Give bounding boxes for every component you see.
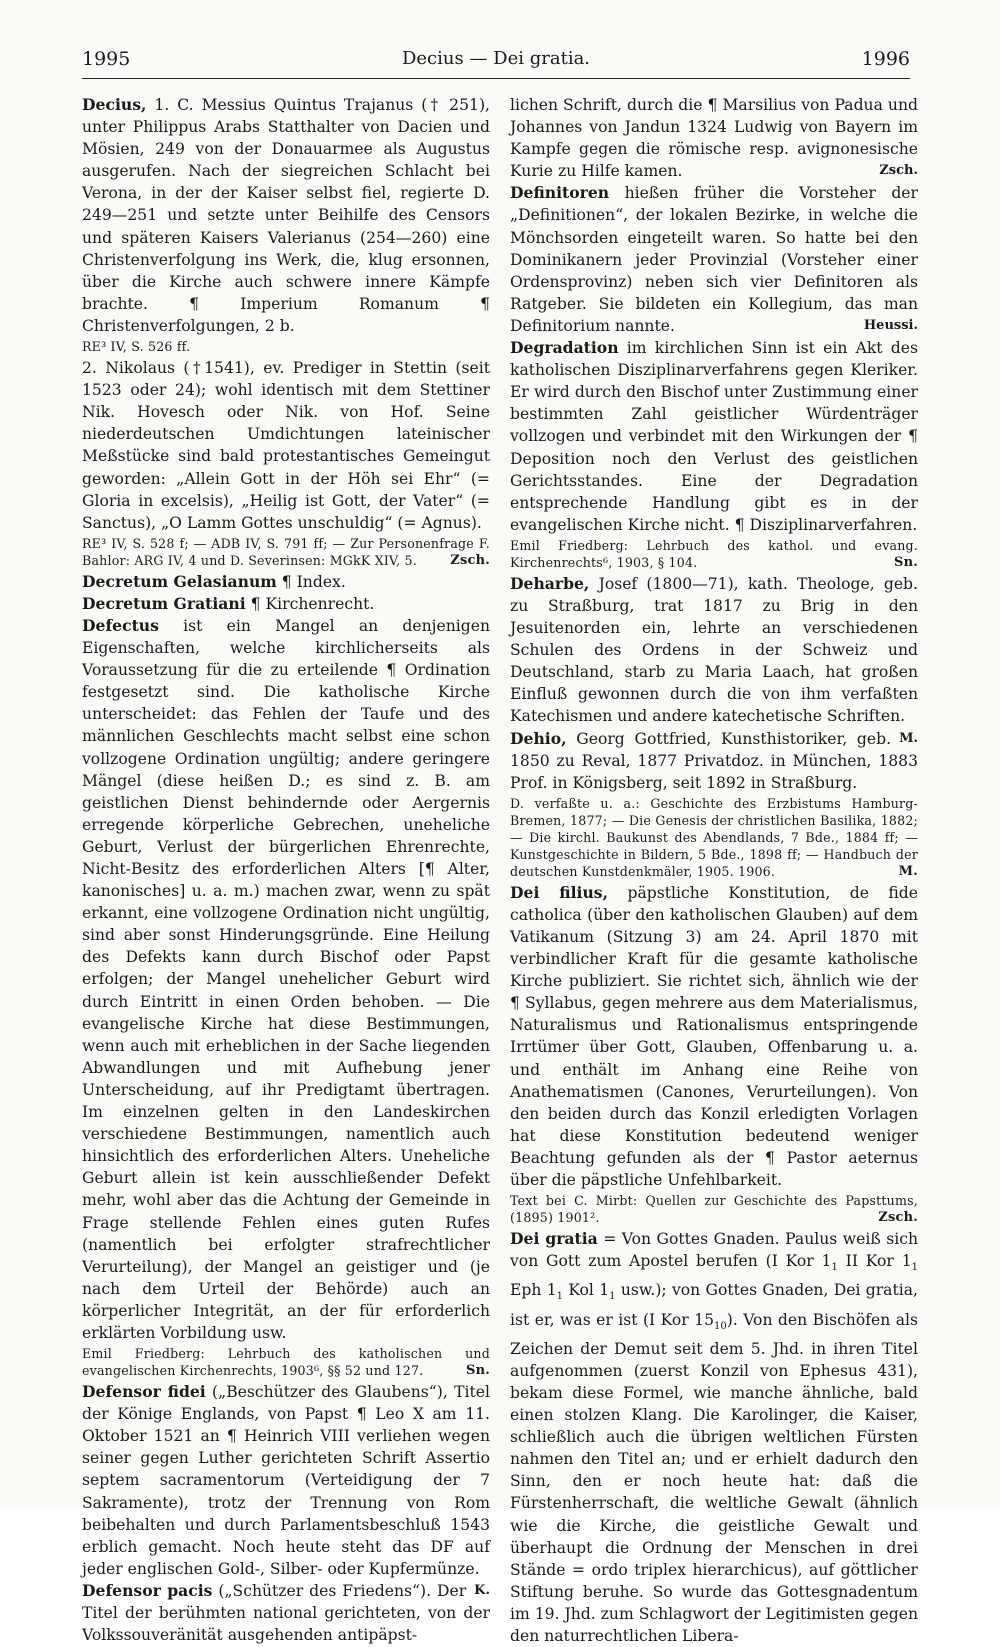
entry-text: = Von Gottes Gnaden. Paulus weiß sich von Gott zum Apostel berufen (I Kor 1 — [510, 1230, 918, 1271]
headword: Decretum Gratiani — [82, 593, 246, 613]
literature-text: Emil Friedberg: Lehrbuch des kathol. und evang. Kirchenrechts⁶, 1903, § 104. — [510, 537, 918, 570]
entry-text: hießen früher die Vorsteher der „Definitionen“, der lokalen Bezirke, in welche die Mönchsorden eingeteilt waren. So hatte bei den Dominikanern jeder Provinzial (Vorsteher einer Ordensprovinz) neben sich vier Definitoren als Ratgeber. Sie bildeten ein Kollegium, das man Definitorium nannte. — [510, 184, 918, 335]
headword: Definitoren — [510, 183, 610, 203]
headword: Decretum Gelasianum — [82, 571, 277, 591]
subscript: 1 — [911, 1262, 918, 1274]
page-number-left: 1995 — [82, 48, 131, 70]
entry-text: II Kor 1 — [837, 1252, 912, 1271]
entry-decius-1 — [82, 94, 490, 337]
entry-text: ist ein Mangel an denjenigen Eigenschaften, welche kirchlicherseits als Voraussetzung für die zu erteilende ¶ Ordination festgesetzt sind. Die katholische Kirche unterscheidet: das Fehlen der Taufe und des männlichen Geschlechts macht selbst eine schon vollzogene Ordination ungültig; andere geringere Mängel (diese heißen D.; es sind z. B. am geistlichen Dienst behindernde oder Aergernis erregende körperliche Gebrechen, uneheliche Geburt, Verlust der bürgerlichen Ehrenrechte, Nicht-Besitz des erforderlichen Alters [¶ Alter, kanonisches] u. a. m.) machen zwar, wenn zu spät erkannt, eine vollzogene Ordination nicht ungültig, sind aber sonst Hinderungsgründe. Eine Heilung des Defekts kann durch Bischof oder Papst erfolgen; der Mangel unehelicher Geburt wird durch Eintritt in einen Orden behoben. — Die evangelische Kirche hat diese Bestimmungen, wenn auch mit erheblichen in der Sache liegenden Abwandlungen und mit Aufhebung jener Unterscheidung, auf ihr Predigtamt übertragen. Im einzelnen gelten in den Landeskirchen verschiedene Bestimmungen, namentlich auch hinsichtlich des erforderlichen Alters. Uneheliche Geburt allein ist kein ausschließender Defekt mehr, wohl aber das die Achtung der Gemeinde in Frage stellende Fehlen eines guten Rufes (namentlich bei erfolgter strafrechtlicher Verurteilung), der Mangel an geistiger und (je nach dem Urteil der Behörde) auch an körperlicher Integrität, an der für erforderlich erklärten Vorbildung usw. — [82, 616, 490, 1342]
subscript: 1 — [831, 1262, 838, 1274]
literature-note — [82, 535, 490, 569]
literature-text: Text bei C. Mirbt: Quellen zur Geschichte des Papsttums, (1895) 1901². — [510, 1193, 918, 1226]
page-number-right: 1996 — [861, 48, 910, 70]
entry-text: Georg Gottfried, Kunsthistoriker, geb. 1850 zu Reval, 1877 Privatdoz. in München, 1883 Prof. in Königsberg, seit 1892 in Straßburg. — [510, 729, 918, 792]
entry-dehio — [510, 728, 918, 794]
entry-degradation — [510, 337, 918, 536]
headword: Dei filius, — [510, 882, 609, 902]
entry-defensor-pacis-continued — [510, 94, 918, 182]
entry-definitoren — [510, 182, 918, 337]
subscript: 10 — [714, 1320, 727, 1332]
headword: Dehio, — [510, 728, 567, 748]
entry-text: usw.); von Gottes Gnaden, Dei gratia, ist er, was er ist (I Kor 15 — [510, 1281, 918, 1329]
author-signature: Zsch. — [450, 552, 490, 568]
headword: Dei gratia — [510, 1229, 598, 1249]
headword: Decius, — [82, 95, 147, 114]
entry-defensor-pacis — [82, 1580, 490, 1646]
literature-note — [510, 1192, 918, 1226]
entry-text: Eph 1 — [510, 1281, 557, 1300]
entry-text: im kirchlichen Sinn ist ein Akt des katholischen Disziplinarverfahrens gegen Kleriker. Er wird durch den Bischof unter Zustimmung einer bestimmten Zahl geistlicher Würdenträger vollzogen und verbindet mit den Wirkungen der ¶ Deposition noch den Verlust des geistlichen Gerichtsstandes. Eine der Degradation entsprechende Handlung gibt es in der evangelischen Kirche nicht. ¶ Disziplinarverfahren. — [510, 339, 918, 534]
literature-text: Emil Friedberg: Lehrbuch des katholischen und evangelischen Kirchenrechts, 1903⁶, §§ 52 und 127. — [82, 1346, 490, 1379]
entry-text: („Beschützer des Glaubens“), Titel der Könige Englands, von Papst ¶ Leo X am 11. Oktober 1521 an ¶ Heinrich VIII verliehen wegen seiner gegen Luther gerichteten Schrift Assertio septem sacramentorum (Verteidigung der 7 Sakramente), trotz der Trennung von Rom beibehalten und durch Parlamentsbeschluß 1543 erblich gemacht. Noch heute steht das DF auf jeder englischen Gold-, Silber- oder Kupfermünze. — [82, 1383, 491, 1578]
entry-text: 2. Nikolaus (†1541), ev. Prediger in Stettin (seit 1523 oder 24); wohl identisch mit dem Stettiner Nik. Hovesch oder Nik. von Hof. Seine niederdeutschen Umdichtungen lateinischer Meßstücke sind bald protestantisches Gemeingut geworden: „Allein Gott in der Höh sei Ehr“ (= Gloria in excelsis), „Heilig ist Gott, der Vater“ (= Sanctus), „O Lamm Gottes unschuldig“ (= Agnus). — [82, 359, 490, 532]
headword: Deharbe, — [510, 573, 590, 593]
author-signature: Zsch. — [878, 1210, 918, 1226]
entry-text: 1. C. Messius Quintus Trajanus († 251), unter Philippus Arabs Statthalter von Dacien und Mösien, 249 von der Donauarmee als Augustus ausgerufen. Nach der siegreichen Schlacht bei Verona, in der der Kaiser selbst fiel, regierte D. 249—251 und setzte unter Beihilfe des Censors und späteren Kaisers Valerianus (254—260) eine Christenverfolgung ins Werk, die, klug ersonnen, über die Kirche auch schwere innere Kämpfe brachte. ¶ Imperium Romanum ¶ Christenverfolgungen, 2 b. — [82, 96, 490, 335]
literature-note — [510, 537, 918, 571]
author-signature: Sn. — [894, 554, 918, 570]
literature-note — [510, 795, 918, 880]
subscript: 1 — [609, 1291, 616, 1303]
headword: Defectus — [82, 615, 159, 635]
running-title: Decius — Dei gratia. — [401, 48, 591, 69]
headword: Degradation — [510, 338, 619, 358]
subscript: 1 — [556, 1291, 564, 1303]
literature-text: D. verfaßte u. a.: Geschichte des Erzbistums Hamburg-Bremen, 1877; — Die Genesis der christlichen Basilika, 1882; — Die kirchl. Baukunst des Abendlands, 7 Bde., 1884 ff; — Kunstgeschichte in Bildern, 5 Bde., 1898 ff; — Handbuch der deutschen Kunstdenkmäler, 1905. 1906. — [510, 795, 918, 879]
author-signature: Heussi. — [863, 317, 918, 333]
headword: Defensor pacis — [82, 1580, 213, 1600]
page-header — [82, 46, 910, 79]
literature-text: RE³ IV, S. 528 f; — ADB IV, S. 791 ff; — Zur Personenfrage F. Bahlor: ARG IV, 4 und D. Severinsen: MGkK XIV, 5. — [82, 535, 490, 568]
author-signature: Zsch. — [879, 163, 918, 179]
entry-dei-filius — [510, 882, 918, 1191]
left-column — [82, 94, 490, 1646]
author-signature: M. — [899, 730, 918, 746]
cross-reference: ¶ Index. — [281, 572, 346, 591]
right-column — [510, 94, 918, 1647]
entry-text: ). Von den Bischöfen als Zeichen der Demut seit dem 5. Jhd. in ihren Titel aufgenommen (zuerst Konzil von Ephesus 431), bekam diese Formel, wie manche ähnliche, bald einen stolzen Klang. Die Karolinger, die Kaiser, schließlich auch die übrigen weltlichen Fürsten nahmen den Titel an; und er erhielt dadurch den Sinn, den er noch heute hat: daß die Fürstenherrschaft, die weltliche Gewalt (ähnlich wie die Kirche, die geistliche Gewalt und überhaupt die Ordnung der Menschen in drei Stände = ordo triplex hierarchicus), auf göttlicher Stiftung beruhe. So wurde das Gottesgnadentum im 19. Jhd. zum Schlagwort der Legitimisten gegen den naturrechtlichen Libera- — [510, 1310, 919, 1646]
entry-text: lichen Schrift, durch die ¶ Marsilius von Padua und Johannes von Jandun 1324 Ludwig von Bayern im Kampfe gegen die römische resp. avignonesische Kurie zu Hilfe kamen. — [510, 96, 918, 181]
entry-decretum-gelasianum — [82, 571, 490, 593]
literature-note — [82, 1345, 490, 1379]
author-signature: K. — [474, 1582, 490, 1598]
entry-text: Kol 1 — [563, 1281, 610, 1300]
entry-text: Josef (1800—71), kath. Theologe, geb. zu Straßburg, trat 1817 zu Brig in den Jesuitenorden ein, lehrte an verschiedenen Schulen des Ordens in der Schweiz und Deutschland, starb zu Maria Laach, hat großen Einfluß gewonnen durch die von ihm verfaßten Katechismen und andere katechetische Schriften. — [510, 574, 918, 726]
entry-decius-2 — [82, 357, 490, 534]
author-signature: M. — [898, 863, 918, 879]
entry-text: („Schützer des Friedens“). Der Titel der berühmten national gerichteten, von der Volkssouveränität ausgehenden antipäpst- — [82, 1581, 490, 1645]
entry-decretum-gratiani — [82, 593, 490, 615]
author-signature: Sn. — [466, 1363, 490, 1379]
entry-text: päpstliche Konstitution, de fide catholica (über den katholischen Glauben) auf dem Vatikanum (Sitzung 3) am 24. April 1870 mit verbindlicher Kraft für die gesamte katholische Kirche publiziert. Sie richtet sich, ähnlich wie der ¶ Syllabus, gegen mehrere aus dem Materialismus, Naturalismus und Rationalismus entspringende Irrtümer über Gott, Glauben, Offenbarung u. a. und enthält im Anhang eine Reihe von Anathematismen (Canones, Verurteilungen). Von den beiden durch das Konzil erledigten Vorlagen hat diese Konstitution bedeutend weniger Beachtung gefunden als der ¶ Pastor aeternus über die päpstliche Unfehlbarkeit. — [510, 883, 918, 1190]
headword: Defensor fidei — [82, 1382, 206, 1402]
entry-defectus — [82, 615, 490, 1344]
literature-note: RE³ IV, S. 526 ff. — [82, 339, 191, 355]
cross-reference: ¶ Kirchenrecht. — [250, 594, 375, 613]
entry-dei-gratia — [510, 1228, 918, 1647]
